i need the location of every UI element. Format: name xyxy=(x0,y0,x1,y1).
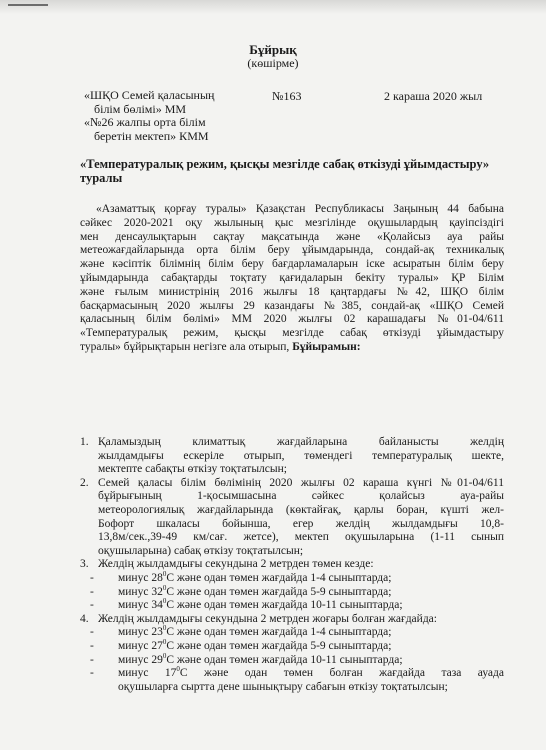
sub-item-line xyxy=(118,667,504,681)
sub-item xyxy=(80,651,504,668)
sub-item xyxy=(80,583,504,600)
item-number: 2. xyxy=(80,476,89,489)
paragraph-line: қаласының білім бөлімі» ММ 2020 жылғы 02 карашадағы №01-04/611 xyxy=(80,313,504,326)
organization-block xyxy=(84,89,214,143)
sub-item-text: минус 28 xyxy=(118,571,163,584)
dash-bullet: - xyxy=(90,599,94,612)
org-line: «№26 жалпы орта білім xyxy=(84,115,206,129)
item-line: Бофорт шкаласы бойынша, егер желдің жылдамдығы 10,8- xyxy=(98,517,504,530)
org-line: білім бөлімі» ММ xyxy=(94,101,187,116)
order-number: №163 xyxy=(272,89,302,103)
sub-item-text: С және одан төмен жағдайда 5-9 сыныптарда; xyxy=(166,585,392,598)
item-number: 3. xyxy=(80,558,89,571)
superscript: 0 xyxy=(162,583,167,592)
scan-edge xyxy=(0,0,546,14)
document-subtitle: (көшірме) xyxy=(247,56,299,70)
superscript: 0 xyxy=(162,597,167,606)
sub-item-text: минус 32 xyxy=(118,585,163,598)
paragraph-line: және кәсіптік білімнің білім беру бағдарламаларын іске асыратын білім беру xyxy=(80,258,504,271)
item-line: оқушыларына) сабақ өткізу тоқтатылсын; xyxy=(98,544,304,557)
dash-bullet: - xyxy=(90,571,94,584)
item-line: Семей қаласы білім бөлімінің 2020 жылғы 02 караша күнгі №01-04/611 xyxy=(98,476,504,489)
dash-bullet: - xyxy=(90,639,94,652)
order-keyword: Бұйырамын: xyxy=(292,340,361,353)
heading-line: туралы xyxy=(80,171,123,185)
org-line: беретін мектеп» КММ xyxy=(94,128,209,143)
paragraph-text: туралы» бұйрықтарын негізге ала отырып, xyxy=(80,340,290,353)
paragraph-line: ұйымдарында сабақтарды тоқтату қағидаларын бекіту туралы» ҚР Білім xyxy=(80,271,504,284)
sub-item-text: минус 17 xyxy=(118,667,177,680)
paragraph-line: басқармасының 2020 жылғы 29 казандағы №385, сондай-ақ «ШҚО Семей xyxy=(80,299,504,312)
paragraph-line: және ғылым министрінің 2016 жылғы 18 қаңтардағы №42, ШҚО білім xyxy=(80,285,504,298)
paragraph-line xyxy=(80,341,504,355)
paragraph-line: «Азаматтық қорғау туралы» Қазақстан Республикасы Заңының 44 бабына xyxy=(96,203,504,215)
order-date: 2 караша 2020 жыл xyxy=(384,89,483,103)
sub-item xyxy=(80,626,504,640)
heading-line: «Температуралық режим, қысқы мезгілде сабақ өткізуді ұйымдастыру» xyxy=(80,157,490,171)
document-title: Бұйрық xyxy=(249,42,297,57)
paragraph-line: метеожағдайларында орта білім беру ұйымдарында, сондай-ақ техникалық xyxy=(80,244,504,257)
dash-bullet: - xyxy=(90,667,94,680)
sub-item-text: С және одан төмен жағдайда 10-11 сыныптарда; xyxy=(166,653,403,666)
order-heading xyxy=(80,157,512,185)
list-item xyxy=(80,613,504,627)
dash-bullet: - xyxy=(90,585,94,598)
sub-item-text: минус 27 xyxy=(118,639,163,652)
sub-item-text: С және одан төмен болған жағдайда таза ауада xyxy=(179,667,504,680)
superscript: 0 xyxy=(162,624,167,633)
order-items-list xyxy=(80,436,504,694)
sub-item-text: минус 29 xyxy=(118,653,163,666)
sub-item-text: минус 34 xyxy=(118,599,163,612)
item-number: 1. xyxy=(80,436,89,448)
sub-item-line: оқушыларға сыртта дене шынықтыру сабағын өткізу тоқтатылсын; xyxy=(118,680,448,693)
paragraph-line: мен денсаулықтарын сақтау мақсатында және «Қолайсыз ауа райы xyxy=(80,230,504,243)
item-line: Желдің жылдамдығы секундына 2 метрден жоғары болған жағдайда: xyxy=(98,612,437,625)
list-item xyxy=(80,436,504,477)
item-line: Қаламыздың климаттық жағдайларына байланысты желдің xyxy=(98,436,504,448)
sub-item-text: минус 23 xyxy=(118,626,163,639)
sub-item xyxy=(80,572,504,586)
preamble-paragraph xyxy=(80,203,504,355)
sub-item-text: С және одан төмен жағдайда 1-4 сыныптарда; xyxy=(166,626,392,639)
item-line: бұйрығының 1-қосымшасына сәйкес қолайсыз ауа-райы xyxy=(98,490,504,503)
sub-item xyxy=(80,640,504,654)
superscript: 0 xyxy=(162,651,167,660)
dash-bullet: - xyxy=(90,626,94,639)
sub-item-text: С және одан төмен жағдайда 5-9 сыныптарда; xyxy=(166,639,392,652)
sub-item-text: С және одан төмен жағдайда 10-11 сыныптарда; xyxy=(166,599,403,612)
item-line: Желдің жылдамдығы секундына 2 метрден төмен кезде: xyxy=(98,558,374,571)
list-item xyxy=(80,558,504,572)
item-line: жылдамдығы ескеріле отырып, төмендегі температуралық шекте, xyxy=(98,449,504,462)
superscript: 0 xyxy=(162,638,167,647)
item-line: мектепте сабақты өткізу тоқтатылсын; xyxy=(98,463,287,476)
item-line: 13,8м/сек.,39-49 км/сағ. жетсе), мектеп оқушыларына (1-11 сынып xyxy=(98,531,504,544)
sub-item xyxy=(80,599,504,613)
paragraph-line: «Температуралық режим, қысқы мезгілде сабақ өткізуді ұйымдастыру xyxy=(80,327,504,340)
paragraph-line: сәйкес 2020-2021 оқу жылының қыс мезгілінде оқушылардың қауіпсіздігі xyxy=(80,216,504,229)
item-line: метеорологиялық жағдайларында (көктайғақ, қарлы боран, күшті жел- xyxy=(98,503,504,516)
sub-item xyxy=(80,667,504,694)
org-line: «ШҚО Семей қаласының xyxy=(84,88,215,102)
superscript: 0 xyxy=(176,665,180,674)
scan-mark xyxy=(8,4,48,6)
list-item xyxy=(80,477,504,559)
item-number: 4. xyxy=(80,612,89,625)
dash-bullet: - xyxy=(90,653,94,666)
superscript: 0 xyxy=(162,570,167,579)
sub-item-text: С және одан төмен жағдайда 1-4 сыныптарда; xyxy=(166,571,392,584)
